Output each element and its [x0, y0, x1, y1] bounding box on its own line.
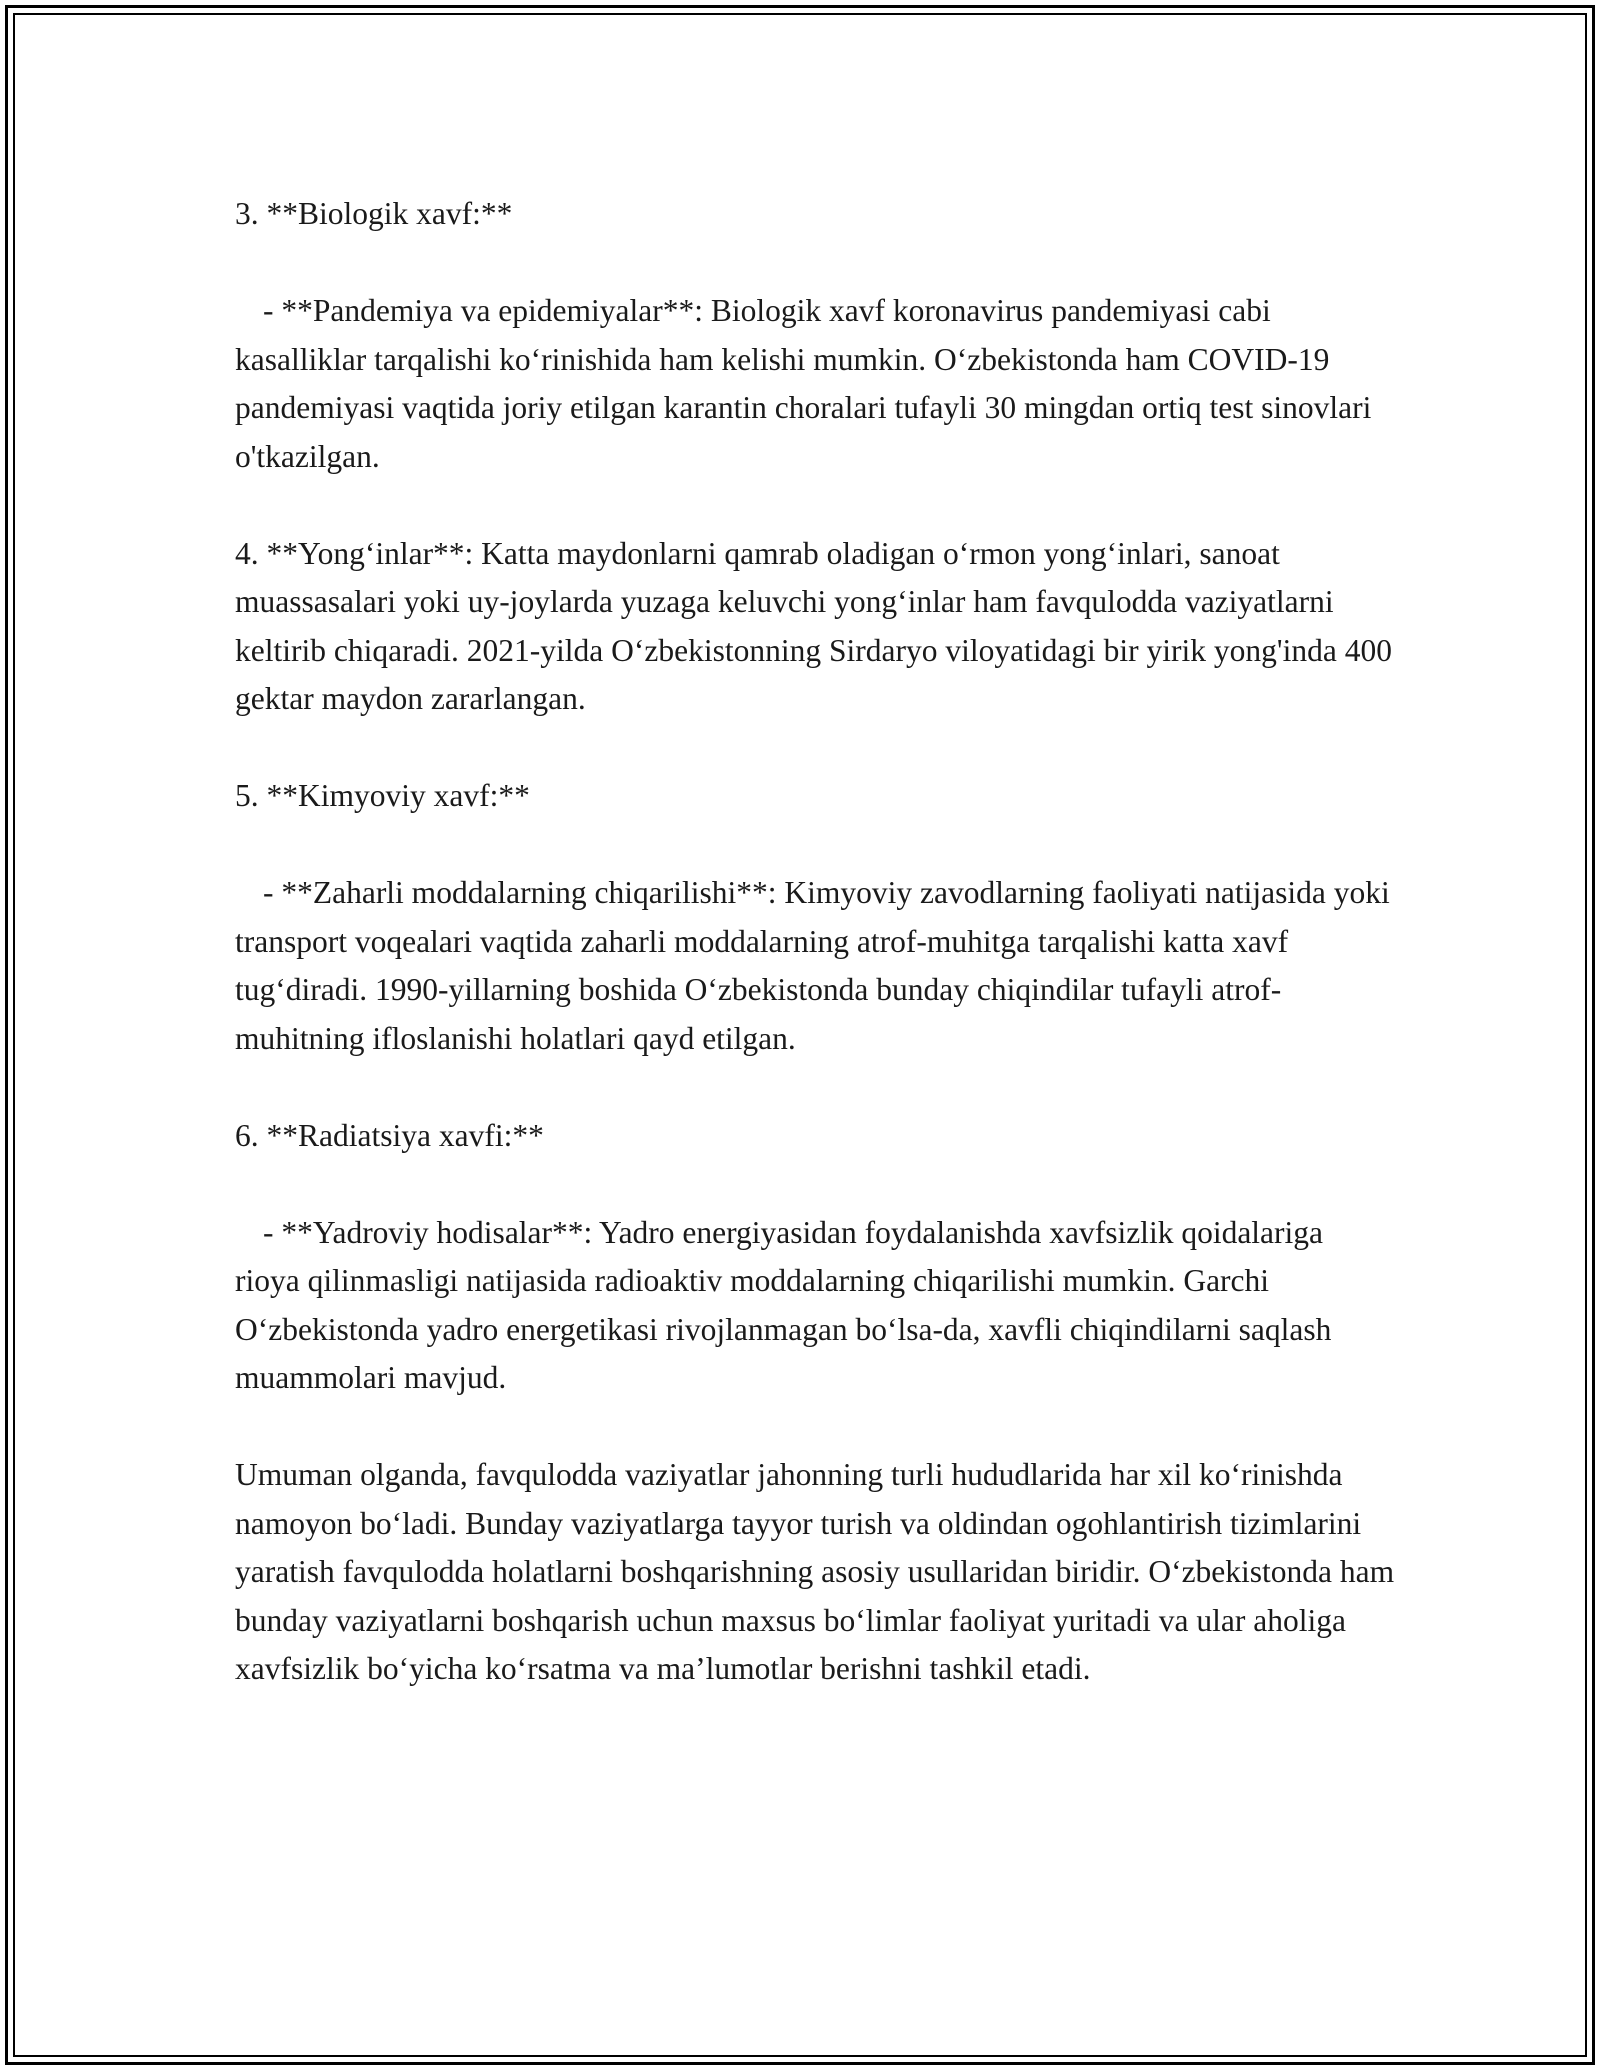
- section-heading-chemical: 5. **Kimyoviy xavf:**: [235, 778, 530, 813]
- paragraph-nuclear-incidents: - **Yadroviy hodisalar**: Yadro energiyasidan foydalanishda xavfsizlik qoidalariga rioya qilinmasligi natijasida radioaktiv moddalarning chiqarilishi mumkin. Garchi O‘zbekistonda yadro energetikasi rivojlanmagan bo‘lsa-da, xavfli chiqindilarni saqlash muammolari mavjud.: [235, 1214, 1332, 1395]
- paragraph-pandemics: - **Pandemiya va epidemiyalar**: Biologik xavf koronavirus pandemiyasi cabi kasalliklar tarqalishi ko‘rinishida ham kelishi mumkin. O‘zbekistonda ham COVID-19 pandemiyasi vaqtida joriy etilgan karantin choralari tufayli 30 mingdan ortiq test sinovlari o'tkazilgan.: [235, 293, 1372, 474]
- paragraph-conclusion: Umuman olganda, favqulodda vaziyatlar jahonning turli hududlarida har xil ko‘rinishda namoyon bo‘ladi. Bunday vaziyatlarga tayyor turish va oldindan ogohlantirish tizimlarini yaratish favqulodda holatlarni boshqarishning asosiy usullaridan biridir. O‘zbekistonda ham bunday vaziyatlarni boshqarish uchun maxsus bo‘limlar faoliyat yuritadi va ular aholiga xavfsizlik bo‘yicha ko‘rsatma va ma’lumotlar berishni tashkil etadi.: [235, 1457, 1395, 1686]
- section-heading-radiation: 6. **Radiatsiya xavfi:**: [235, 1117, 544, 1153]
- paragraph-fires: 4. **Yong‘inlar**: Katta maydonlarni qamrab oladigan o‘rmon yong‘inlari, sanoat muassasalari yoki uy-joylarda yuzaga keluvchi yong‘inlar ham favqulodda vaziyatlarni keltirib chiqaradi. 2021-yilda O‘zbekistonning Sirdaryo viloyatidagi bir yirik yong'inda 400 gektar maydon zararlangan.: [235, 535, 1392, 716]
- section-heading-biological: 3. **Biologik xavf:**: [235, 196, 513, 231]
- document-body: [235, 190, 1395, 1742]
- paragraph-toxic-release: - **Zaharli moddalarning chiqarilishi**: Kimyoviy zavodlarning faoliyati natijasida yoki transport voqealari vaqtida zaharli moddalarning atrof-muhitga tarqalishi katta xavf tug‘diradi. 1990-yillarning boshida O‘zbekistonda bunday chiqindilar tufayli atrof-muhitning ifloslanishi holatlari qayd etilgan.: [235, 875, 1390, 1056]
